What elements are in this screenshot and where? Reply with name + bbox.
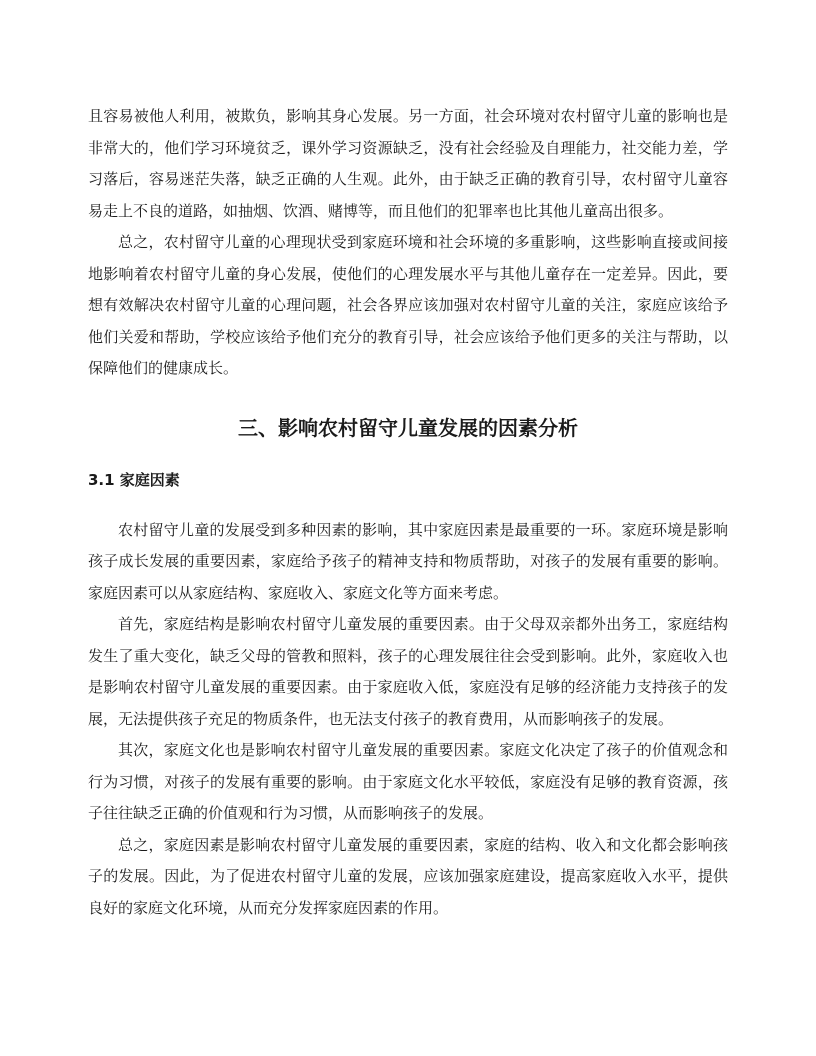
body-paragraph-1: 农村留守儿童的发展受到多种因素的影响，其中家庭因素是最重要的一环。家庭环境是影响孩子成长发展的重要因素，家庭给予孩子的精神支持和物质帮助，对孩子的发展有重要的影响。家庭因素可以从家庭结构、家庭收入、家庭文化等方面来考虑。 [88,520,728,602]
section-heading: 三、影响农村留守儿童发展的因素分析 [238,415,578,440]
subsection-heading: 3.1 家庭因素 [88,470,180,489]
intro-paragraph-summary: 总之，农村留守儿童的心理现状受到家庭环境和社会环境的多重影响，这些影响直接或间接地影响着农村留守儿童的身心发展，使他们的心理发展水平与其他儿童存在一定差异。因此，要想有效解决农村留守儿童的心理问题，社会各界应该加强对农村留守儿童的关注，家庭应该给予他们关爱和帮助，学校应该给予他们充分的教育引导，社会应该给予他们更多的关注与帮助，以保障他们的健康成长。 [88,233,728,377]
body-paragraph-4: 总之，家庭因素是影响农村留守儿童发展的重要因素，家庭的结构、收入和文化都会影响孩子的发展。因此，为了促进农村留守儿童的发展，应该加强家庭建设，提高家庭收入水平，提供良好的家庭文化环境，从而充分发挥家庭因素的作用。 [88,835,728,917]
intro-paragraph-continued: 且容易被他人利用，被欺负，影响其身心发展。另一方面，社会环境对农村留守儿童的影响也是非常大的，他们学习环境贫乏，课外学习资源缺乏，没有社会经验及自理能力，社交能力差，学习落后，容易迷茫失落，缺乏正确的人生观。此外，由于缺乏正确的教育引导，农村留守儿童容易走上不良的道路，如抽烟、饮酒、赌博等，而且他们的犯罪率也比其他儿童高出很多。 [88,107,728,220]
body-paragraph-2: 首先，家庭结构是影响农村留守儿童发展的重要因素。由于父母双亲都外出务工，家庭结构发生了重大变化，缺乏父母的管教和照料，孩子的心理发展往往会受到影响。此外，家庭收入也是影响农村留守儿童发展的重要因素。由于家庭收入低，家庭没有足够的经济能力支持孩子的发展，无法提供孩子充足的物质条件，也无法支付孩子的教育费用，从而影响孩子的发展。 [88,615,728,728]
document-page [88,101,728,924]
body-paragraph-3: 其次，家庭文化也是影响农村留守儿童发展的重要因素。家庭文化决定了孩子的价值观念和行为习惯，对孩子的发展有重要的影响。由于家庭文化水平较低，家庭没有足够的教育资源，孩子往往缺乏正确的价值观和行为习惯，从而影响孩子的发展。 [88,741,728,822]
